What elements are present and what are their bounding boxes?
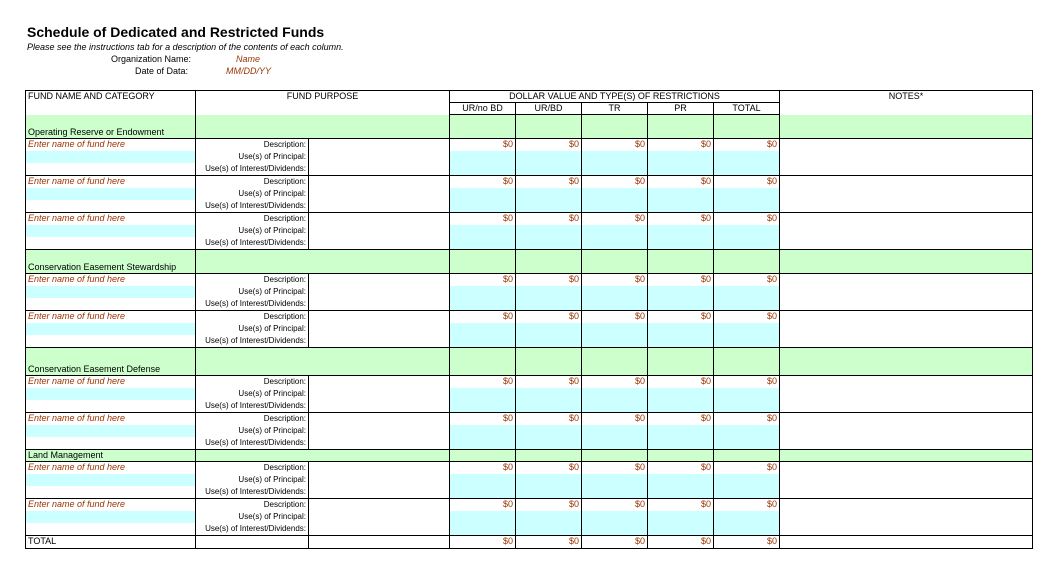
fund-value[interactable]: $0 — [450, 310, 516, 323]
fund-value[interactable]: $0 — [516, 461, 582, 474]
header-fund-name: FUND NAME AND CATEGORY — [26, 91, 196, 115]
fund-value[interactable]: $0 — [714, 461, 780, 474]
fund-value[interactable]: $0 — [714, 412, 780, 425]
fund-description-input[interactable] — [309, 375, 450, 388]
fund-value-fill — [714, 425, 780, 437]
fund-name-fill — [26, 400, 196, 413]
fund-interest-input[interactable] — [309, 298, 450, 311]
fund-value-fill — [582, 151, 648, 163]
fund-interest-label: Use(s) of Interest/Dividends: — [196, 335, 309, 348]
fund-name-input[interactable]: Enter name of fund here — [26, 310, 196, 323]
fund-value-fill — [450, 388, 516, 400]
fund-value-fill — [450, 200, 516, 213]
category-value — [516, 449, 582, 461]
fund-value-fill — [516, 400, 582, 413]
fund-name-fill — [26, 237, 196, 250]
fund-value[interactable]: $0 — [648, 138, 714, 151]
category-value — [714, 347, 780, 375]
fund-principal-label: Use(s) of Principal: — [238, 474, 306, 484]
fund-value-fill — [582, 323, 648, 335]
fund-value-fill — [714, 151, 780, 163]
date-of-data-value[interactable]: MM/DD/YY — [226, 66, 271, 76]
fund-value-fill — [714, 163, 780, 176]
fund-principal-input[interactable] — [309, 323, 450, 335]
fund-interest-input[interactable] — [309, 486, 450, 499]
fund-value-fill — [516, 237, 582, 250]
fund-principal-label: Use(s) of Principal: — [238, 188, 306, 198]
fund-principal-input[interactable] — [309, 188, 450, 200]
fund-value[interactable]: $0 — [582, 310, 648, 323]
fund-value[interactable]: $0 — [714, 310, 780, 323]
fund-value-fill — [516, 225, 582, 237]
fund-name-fill — [26, 200, 196, 213]
fund-value-fill — [582, 511, 648, 523]
total-row — [26, 535, 1033, 548]
fund-value[interactable]: $0 — [516, 212, 582, 225]
fund-value[interactable]: $0 — [648, 461, 714, 474]
fund-value-fill — [582, 388, 648, 400]
page-title: Schedule of Dedicated and Restricted Funds — [27, 24, 325, 40]
header-fund-purpose: FUND PURPOSE — [196, 91, 450, 115]
fund-principal-label: Use(s) of Principal: — [238, 225, 306, 235]
fund-value[interactable]: $0 — [450, 498, 516, 511]
organization-name-value[interactable]: Name — [236, 54, 261, 64]
fund-interest-input[interactable] — [309, 437, 450, 450]
total-value: $0 — [516, 535, 582, 548]
fund-description-label: Description: — [263, 499, 306, 509]
fund-value[interactable]: $0 — [450, 175, 516, 188]
fund-principal-label: Use(s) of Principal: — [238, 286, 306, 296]
category-row — [26, 249, 1033, 273]
fund-description-label: Description: — [263, 213, 306, 223]
total-value: $0 — [714, 535, 780, 548]
fund-value-fill — [714, 286, 780, 298]
fund-name-input[interactable]: Enter name of fund here — [26, 138, 196, 151]
category-value — [516, 347, 582, 375]
fund-name-fill — [26, 323, 196, 335]
fund-value-fill — [648, 286, 714, 298]
category-value — [648, 449, 714, 461]
fund-name-fill — [26, 523, 196, 536]
fund-interest-input[interactable] — [309, 200, 450, 213]
total-purpose-fill — [309, 535, 450, 548]
fund-value[interactable]: $0 — [582, 375, 648, 388]
fund-value-fill — [582, 400, 648, 413]
fund-value-fill — [516, 298, 582, 311]
fund-name-input[interactable]: Enter name of fund here — [26, 212, 196, 225]
fund-value-fill — [648, 474, 714, 486]
fund-value[interactable]: $0 — [516, 175, 582, 188]
fund-principal-label: Use(s) of Principal: — [238, 323, 306, 333]
fund-interest-label: Use(s) of Interest/Dividends: — [196, 298, 309, 311]
category-notes — [780, 347, 1033, 375]
fund-value[interactable]: $0 — [648, 498, 714, 511]
fund-value[interactable]: $0 — [648, 412, 714, 425]
fund-description-label: Description: — [263, 311, 306, 321]
category-purpose — [196, 115, 450, 139]
total-purpose — [196, 535, 309, 548]
fund-value-fill — [714, 188, 780, 200]
category-value — [714, 249, 780, 273]
fund-description-input[interactable] — [309, 175, 450, 188]
category-value — [582, 449, 648, 461]
fund-description-label: Description: — [263, 139, 306, 149]
category-value — [648, 115, 714, 139]
fund-name-input[interactable]: Enter name of fund here — [26, 461, 196, 474]
header-row — [26, 91, 1033, 103]
fund-name-input[interactable]: Enter name of fund here — [26, 498, 196, 511]
category-value — [714, 115, 780, 139]
category-value — [582, 115, 648, 139]
fund-value-fill — [714, 237, 780, 250]
fund-notes-input[interactable] — [780, 412, 1033, 449]
fund-principal-input[interactable] — [309, 474, 450, 486]
fund-value-fill — [516, 486, 582, 499]
fund-value-fill — [582, 298, 648, 311]
fund-value-fill — [450, 163, 516, 176]
fund-value-fill — [714, 323, 780, 335]
fund-name-fill — [26, 286, 196, 298]
fund-principal-input[interactable] — [309, 225, 450, 237]
fund-value-fill — [516, 163, 582, 176]
category-value — [582, 249, 648, 273]
fund-name-input[interactable]: Enter name of fund here — [26, 375, 196, 388]
date-of-data-label: Date of Data: — [134, 66, 188, 76]
fund-value[interactable]: $0 — [582, 461, 648, 474]
fund-value[interactable]: $0 — [582, 412, 648, 425]
fund-value-fill — [648, 523, 714, 536]
fund-value-fill — [714, 400, 780, 413]
fund-value[interactable]: $0 — [714, 212, 780, 225]
fund-value[interactable]: $0 — [582, 175, 648, 188]
fund-name-fill — [26, 437, 196, 450]
fund-interest-input[interactable] — [309, 523, 450, 536]
category-row — [26, 115, 1033, 139]
fund-principal-label: Use(s) of Principal: — [238, 511, 306, 521]
fund-interest-label: Use(s) of Interest/Dividends: — [196, 437, 309, 450]
funds-table — [25, 90, 1033, 549]
fund-name-fill — [26, 474, 196, 486]
fund-value-fill — [516, 335, 582, 348]
fund-principal-input[interactable] — [309, 151, 450, 163]
header-notes: NOTES* — [780, 91, 1033, 115]
fund-value-fill — [450, 523, 516, 536]
fund-value-fill — [582, 486, 648, 499]
fund-value[interactable]: $0 — [714, 498, 780, 511]
fund-notes-input[interactable] — [780, 310, 1033, 347]
fund-value-fill — [450, 335, 516, 348]
fund-value[interactable]: $0 — [648, 175, 714, 188]
fund-row — [26, 461, 1033, 474]
fund-value-fill — [714, 298, 780, 311]
fund-notes-input[interactable] — [780, 375, 1033, 412]
fund-principal-label: Use(s) of Principal: — [238, 425, 306, 435]
fund-value[interactable]: $0 — [450, 461, 516, 474]
total-notes — [780, 535, 1033, 548]
fund-value-fill — [582, 523, 648, 536]
fund-name-fill — [26, 188, 196, 200]
fund-value[interactable]: $0 — [450, 212, 516, 225]
fund-value-fill — [714, 388, 780, 400]
total-value: $0 — [582, 535, 648, 548]
fund-name-fill — [26, 425, 196, 437]
fund-value-fill — [582, 237, 648, 250]
total-value: $0 — [450, 535, 516, 548]
category-purpose — [196, 249, 450, 273]
fund-value-fill — [582, 437, 648, 450]
fund-name-fill — [26, 486, 196, 499]
fund-principal-input[interactable] — [309, 286, 450, 298]
fund-description-input[interactable] — [309, 138, 450, 151]
fund-value-fill — [582, 163, 648, 176]
fund-value-fill — [714, 437, 780, 450]
fund-value-fill — [450, 225, 516, 237]
fund-value[interactable]: $0 — [582, 212, 648, 225]
fund-description-input[interactable] — [309, 310, 450, 323]
fund-value-fill — [450, 188, 516, 200]
fund-value-fill — [516, 200, 582, 213]
category-notes — [780, 115, 1033, 139]
fund-value-fill — [648, 200, 714, 213]
fund-interest-label: Use(s) of Interest/Dividends: — [196, 486, 309, 499]
fund-row — [26, 175, 1033, 188]
category-value — [516, 115, 582, 139]
fund-description-label: Description: — [263, 376, 306, 386]
category-value — [714, 449, 780, 461]
category-name: Land Management — [26, 449, 196, 461]
fund-value-fill — [516, 286, 582, 298]
fund-value[interactable]: $0 — [714, 175, 780, 188]
fund-principal-input[interactable] — [309, 425, 450, 437]
fund-value[interactable]: $0 — [516, 498, 582, 511]
header-ur-bd: UR/BD — [516, 103, 582, 115]
fund-value-fill — [648, 188, 714, 200]
category-name: Operating Reserve or Endowment — [26, 115, 196, 139]
instructions-note: Please see the instructions tab for a description of the contents of each column. — [27, 42, 344, 52]
fund-value-fill — [450, 400, 516, 413]
fund-value-fill — [714, 486, 780, 499]
fund-notes-input[interactable] — [780, 175, 1033, 212]
fund-value[interactable]: $0 — [714, 273, 780, 286]
fund-value[interactable]: $0 — [516, 412, 582, 425]
fund-description-label: Description: — [263, 413, 306, 423]
fund-value[interactable]: $0 — [516, 310, 582, 323]
category-value — [582, 347, 648, 375]
total-value: $0 — [648, 535, 714, 548]
fund-value[interactable]: $0 — [450, 375, 516, 388]
category-name: Conservation Easement Defense — [26, 347, 196, 375]
fund-description-label: Description: — [263, 176, 306, 186]
fund-value-fill — [582, 474, 648, 486]
fund-value[interactable]: $0 — [582, 138, 648, 151]
fund-row — [26, 310, 1033, 323]
fund-value-fill — [714, 335, 780, 348]
fund-value[interactable]: $0 — [516, 273, 582, 286]
fund-value[interactable]: $0 — [450, 273, 516, 286]
fund-value-fill — [450, 486, 516, 499]
fund-value-fill — [714, 523, 780, 536]
header-pr: PR — [648, 103, 714, 115]
fund-value-fill — [450, 298, 516, 311]
category-value — [450, 449, 516, 461]
fund-name-fill — [26, 225, 196, 237]
category-value — [648, 249, 714, 273]
fund-notes-input[interactable] — [780, 498, 1033, 535]
fund-name-input[interactable]: Enter name of fund here — [26, 175, 196, 188]
fund-value-fill — [648, 323, 714, 335]
fund-name-fill — [26, 511, 196, 523]
fund-value-fill — [648, 425, 714, 437]
fund-value-fill — [648, 400, 714, 413]
fund-value-fill — [582, 286, 648, 298]
fund-description-input[interactable] — [309, 212, 450, 225]
header-dollar-value: DOLLAR VALUE AND TYPE(S) OF RESTRICTIONS — [450, 91, 780, 103]
fund-value-fill — [516, 437, 582, 450]
header-ur-no-bd: UR/no BD — [450, 103, 516, 115]
fund-value-fill — [648, 298, 714, 311]
fund-value-fill — [516, 151, 582, 163]
header-tr: TR — [582, 103, 648, 115]
fund-interest-label: Use(s) of Interest/Dividends: — [196, 200, 309, 213]
fund-interest-input[interactable] — [309, 400, 450, 413]
fund-interest-label: Use(s) of Interest/Dividends: — [196, 163, 309, 176]
fund-value[interactable]: $0 — [450, 138, 516, 151]
fund-notes-input[interactable] — [780, 138, 1033, 175]
category-row — [26, 449, 1033, 461]
fund-value-fill — [648, 437, 714, 450]
category-row — [26, 347, 1033, 375]
fund-value-fill — [516, 388, 582, 400]
fund-value[interactable]: $0 — [516, 375, 582, 388]
fund-value-fill — [648, 388, 714, 400]
fund-value-fill — [450, 286, 516, 298]
category-purpose — [196, 449, 450, 461]
fund-value[interactable]: $0 — [582, 273, 648, 286]
fund-value[interactable]: $0 — [648, 212, 714, 225]
fund-value[interactable]: $0 — [582, 498, 648, 511]
total-label: TOTAL — [26, 535, 196, 548]
fund-value-fill — [582, 188, 648, 200]
fund-principal-input[interactable] — [309, 388, 450, 400]
category-notes — [780, 449, 1033, 461]
category-notes — [780, 249, 1033, 273]
header-total: TOTAL — [714, 103, 780, 115]
fund-value-fill — [648, 486, 714, 499]
fund-value[interactable]: $0 — [714, 375, 780, 388]
fund-value[interactable]: $0 — [648, 310, 714, 323]
category-value — [516, 249, 582, 273]
fund-description-input[interactable] — [309, 412, 450, 425]
fund-interest-input[interactable] — [309, 163, 450, 176]
fund-notes-input[interactable] — [780, 273, 1033, 310]
fund-value-fill — [516, 474, 582, 486]
fund-value-fill — [648, 151, 714, 163]
fund-value[interactable]: $0 — [516, 138, 582, 151]
fund-value-fill — [450, 323, 516, 335]
organization-name-label: Organization Name: — [110, 54, 191, 64]
fund-interest-label: Use(s) of Interest/Dividends: — [196, 237, 309, 250]
fund-interest-input[interactable] — [309, 335, 450, 348]
fund-description-input[interactable] — [309, 498, 450, 511]
fund-value-fill — [582, 425, 648, 437]
category-purpose — [196, 347, 450, 375]
fund-value-fill — [714, 511, 780, 523]
fund-value-fill — [516, 188, 582, 200]
fund-value-fill — [714, 200, 780, 213]
fund-value[interactable]: $0 — [714, 138, 780, 151]
fund-value-fill — [648, 511, 714, 523]
fund-value-fill — [516, 323, 582, 335]
fund-name-fill — [26, 298, 196, 311]
fund-interest-label: Use(s) of Interest/Dividends: — [196, 523, 309, 536]
fund-interest-label: Use(s) of Interest/Dividends: — [196, 400, 309, 413]
fund-name-input[interactable]: Enter name of fund here — [26, 412, 196, 425]
fund-row — [26, 138, 1033, 151]
fund-description-label: Description: — [263, 274, 306, 284]
fund-value-fill — [648, 225, 714, 237]
fund-value-fill — [582, 225, 648, 237]
fund-name-fill — [26, 335, 196, 348]
fund-value-fill — [516, 425, 582, 437]
fund-principal-input[interactable] — [309, 511, 450, 523]
fund-value-fill — [582, 335, 648, 348]
fund-name-fill — [26, 151, 196, 163]
fund-name-input[interactable]: Enter name of fund here — [26, 273, 196, 286]
category-value — [450, 249, 516, 273]
fund-value-fill — [450, 237, 516, 250]
fund-description-label: Description: — [263, 462, 306, 472]
fund-value-fill — [450, 474, 516, 486]
fund-value[interactable]: $0 — [648, 375, 714, 388]
fund-value[interactable]: $0 — [648, 273, 714, 286]
category-name: Conservation Easement Stewardship — [26, 249, 196, 273]
fund-value-fill — [450, 151, 516, 163]
fund-row — [26, 498, 1033, 511]
fund-row — [26, 212, 1033, 225]
category-value — [450, 347, 516, 375]
fund-value-fill — [714, 225, 780, 237]
fund-value-fill — [450, 437, 516, 450]
fund-value-fill — [516, 523, 582, 536]
fund-interest-input[interactable] — [309, 237, 450, 250]
fund-value-fill — [516, 511, 582, 523]
fund-value-fill — [648, 237, 714, 250]
fund-principal-label: Use(s) of Principal: — [238, 151, 306, 161]
category-value — [648, 347, 714, 375]
category-value — [450, 115, 516, 139]
fund-value-fill — [714, 474, 780, 486]
fund-name-fill — [26, 163, 196, 176]
fund-row — [26, 375, 1033, 388]
fund-row — [26, 273, 1033, 286]
fund-description-input[interactable] — [309, 461, 450, 474]
fund-value-fill — [450, 425, 516, 437]
fund-principal-label: Use(s) of Principal: — [238, 388, 306, 398]
fund-value-fill — [582, 200, 648, 213]
fund-description-input[interactable] — [309, 273, 450, 286]
fund-name-fill — [26, 388, 196, 400]
fund-value-fill — [648, 163, 714, 176]
fund-row — [26, 412, 1033, 425]
fund-value-fill — [450, 511, 516, 523]
fund-value[interactable]: $0 — [450, 412, 516, 425]
fund-value-fill — [648, 335, 714, 348]
fund-notes-input[interactable] — [780, 461, 1033, 498]
fund-notes-input[interactable] — [780, 212, 1033, 249]
